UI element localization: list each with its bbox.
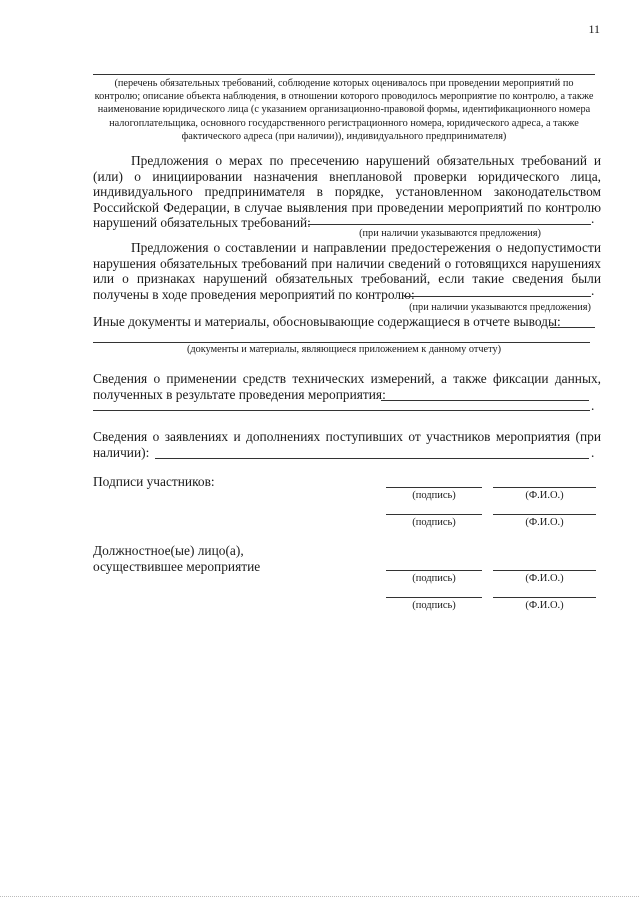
- participant-statements-fill-line: [155, 446, 589, 459]
- participant-2-name-line: [493, 514, 596, 515]
- other-documents-caption: (документы и материалы, являющиеся приложением к данному отчету): [186, 344, 502, 355]
- other-documents-fill-line-1: [550, 315, 595, 328]
- participant-1-signature-line: [386, 487, 482, 488]
- page-number: 11: [588, 22, 600, 36]
- official-2-name-line: [493, 597, 596, 598]
- other-documents-fill-line-2: [93, 342, 590, 343]
- proposals-measures-fill-line: [308, 212, 591, 225]
- official-2-name-caption: (Ф.И.О.): [525, 600, 564, 611]
- participant-1-name-line: [493, 487, 596, 488]
- official-1-name-line: [493, 570, 596, 571]
- proposals-measures-period: .: [591, 211, 595, 226]
- official-1-name-caption: (Ф.И.О.): [525, 573, 564, 584]
- technical-measurements-fill-line-1: [381, 388, 589, 401]
- warning-proposals-period: .: [591, 283, 595, 298]
- proposals-measures-text: Предложения о мерах по пресечению нарушений обязательных требований и (или) о инициировании назначения внеплановой проверки юридического лица, индивидуального предпринимателя в порядке, установленном законодательством Российской Федерации, в случае выявления при проведении мероприятий по контролю нарушений обязательных требований:: [93, 153, 601, 231]
- participant-1-name-caption: (Ф.И.О.): [525, 490, 564, 501]
- technical-measurements-fill-line-2: [93, 410, 590, 411]
- participant-statements-text: Сведения о заявлениях и дополнениях поступивших от участников мероприятия (при наличии):: [93, 429, 601, 460]
- participants-signatures-label: Подписи участников:: [93, 474, 215, 489]
- participant-statements-period: .: [591, 445, 595, 460]
- official-1-signature-line: [386, 570, 482, 571]
- warning-proposals-text: Предложения о составлении и направлении предостережения о недопустимости нарушения обязательных требований при наличии сведений о готовящихся нарушениях или о признаках нарушений обязательных требований, если такие сведения были получены в ходе проведения мероприятий по контролю:: [93, 240, 601, 302]
- official-2-signature-caption: (подпись): [412, 600, 456, 611]
- officials-label-line-2: осуществившее мероприятие: [93, 559, 261, 574]
- top-caption: (перечень обязательных требований, соблюдение которых оценивалось при проведении мероприятий по контролю; описание объекта наблюдения, в отношении которого проводилось мероприятие по контролю, а также наименование юридического лица (с указанием организационно-правовой формы, идентификационного номера налогоплательщика, основного государственного регистрационного номера, юридического адреса, а также фактического адреса (при наличии)), индивидуального предпринимателя): [94, 78, 594, 142]
- technical-measurements-text: Сведения о применении средств технических измерений, а также фиксации данных, полученных в результате проведения мероприятия:: [93, 371, 601, 402]
- official-1-signature-caption: (подпись): [412, 573, 456, 584]
- participant-2-signature-caption: (подпись): [412, 517, 456, 528]
- participant-2-name-caption: (Ф.И.О.): [525, 517, 564, 528]
- official-2-signature-line: [386, 597, 482, 598]
- proposals-measures-caption: (при наличии указываются предложения): [359, 228, 541, 239]
- officials-label-line-1: Должностное(ые) лицо(а),: [93, 543, 244, 558]
- other-documents-label: Иные документы и материалы, обосновывающие содержащиеся в отчете выводы:: [93, 314, 561, 329]
- participant-1-signature-caption: (подпись): [412, 490, 456, 501]
- top-fill-line: [93, 74, 595, 75]
- technical-measurements-period: .: [591, 398, 595, 413]
- warning-proposals-caption: (при наличии указываются предложения): [409, 302, 591, 313]
- scan-bottom-edge: [0, 896, 639, 897]
- warning-proposals-fill-line: [404, 284, 591, 297]
- participant-2-signature-line: [386, 514, 482, 515]
